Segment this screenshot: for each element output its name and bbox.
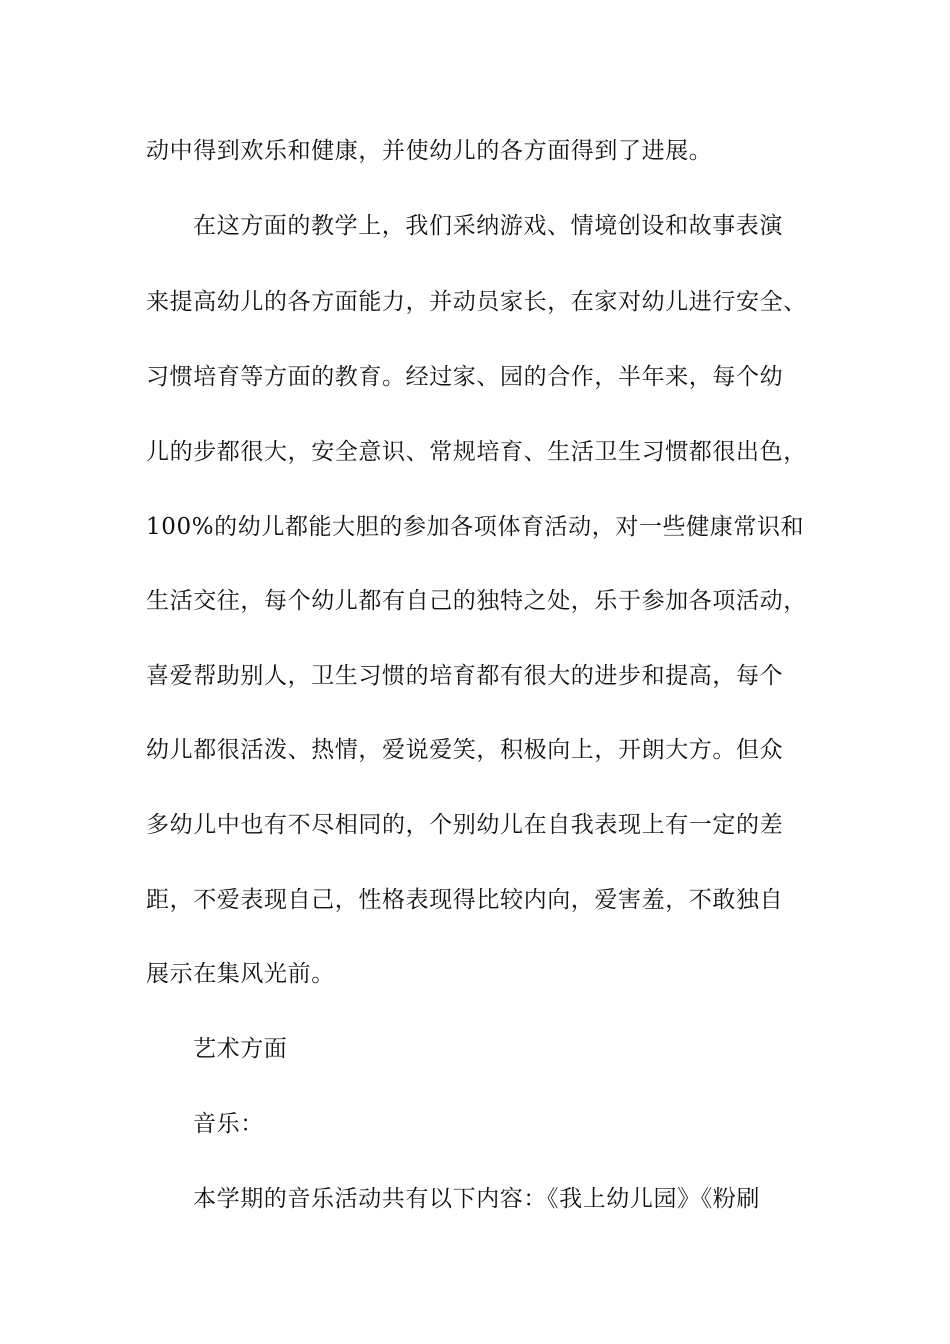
text-line: 儿的步都很大，安全意识、常规培育、生活卫生习惯都很出色， — [146, 439, 807, 465]
text-line: 展示在集风光前。 — [146, 961, 335, 987]
text-line: 距，不爱表现自己，性格表现得比较内向，爱害羞，不敢独自 — [146, 887, 784, 913]
text-line: 来提高幼儿的各方面能力，并动员家长，在家对幼儿进行安全、 — [146, 289, 807, 315]
text-line: 喜爱帮助别人，卫生习惯的培育都有很大的进步和提高，每个 — [146, 663, 784, 689]
section-heading: 艺术方面 — [193, 1036, 288, 1062]
text-line: 多幼儿中也有不尽相同的，个别幼儿在自我表现上有一定的差 — [146, 812, 784, 838]
subsection-heading: 音乐： — [193, 1111, 264, 1137]
text-line: 生活交往，每个幼儿都有自己的独特之处，乐于参加各项活动， — [146, 588, 807, 614]
text-line: 习惯培育等方面的教育。经过家、园的合作，半年来，每个幼 — [146, 364, 784, 390]
text-line: 100%的幼儿都能大胆的参加各项体育活动，对一些健康常识和 — [146, 514, 805, 540]
paragraph-start-line: 在这方面的教学上，我们采纳游戏、情境创设和故事表演 — [193, 213, 783, 239]
text-line: 动中得到欢乐和健康，并使幼儿的各方面得到了进展。 — [146, 138, 713, 164]
paragraph-start-line: 本学期的音乐活动共有以下内容：《我上幼儿园》《粉刷 — [193, 1186, 760, 1212]
text-line: 幼儿都很活泼、热情，爱说爱笑，积极向上，开朗大方。但众 — [146, 737, 784, 763]
